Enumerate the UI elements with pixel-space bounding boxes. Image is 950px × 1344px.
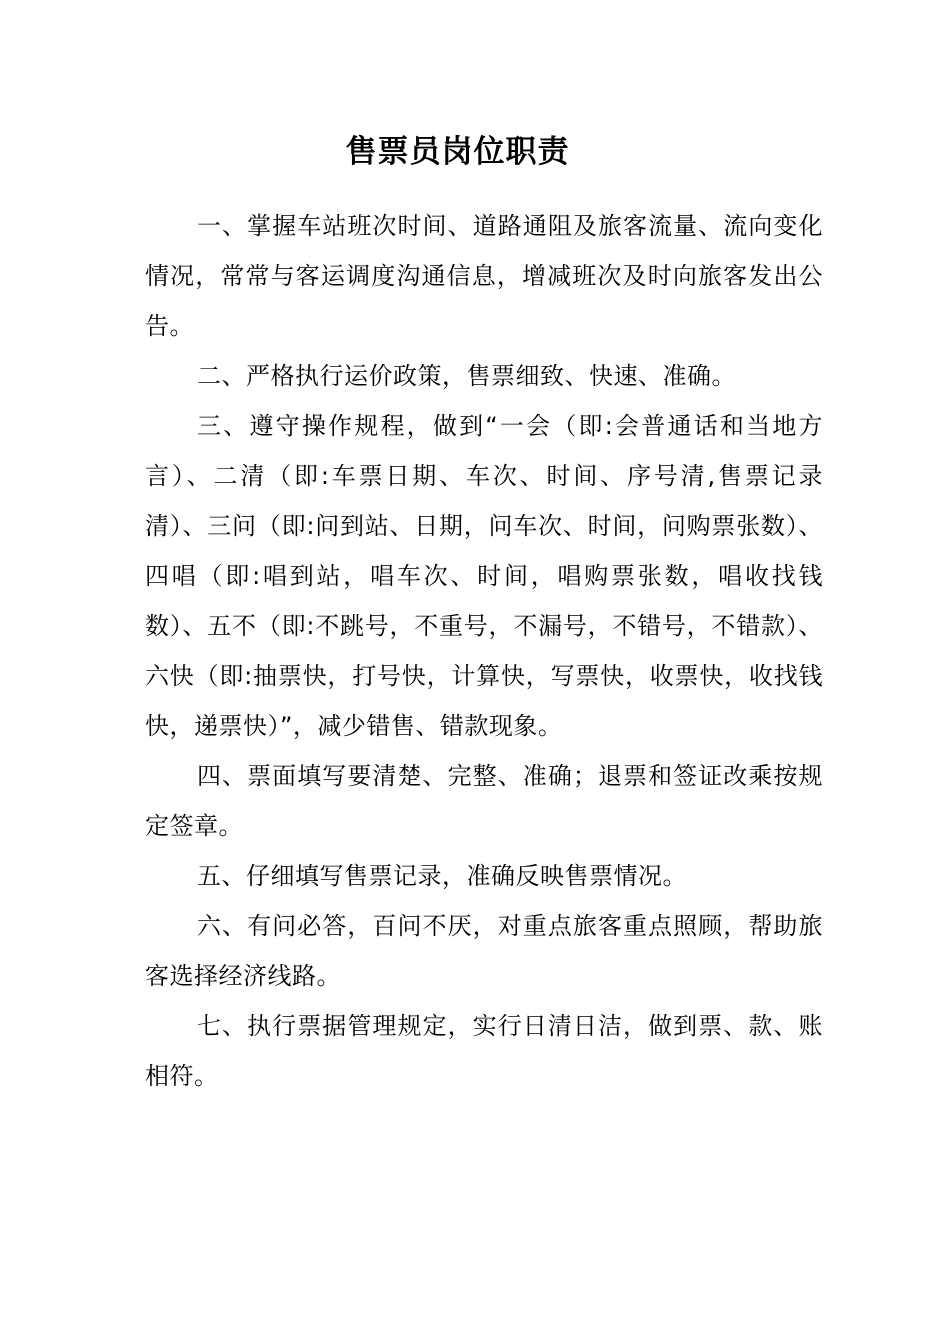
paragraph-3: 三、遵守操作规程，做到“一会（即:会普通话和当地方言）、二清（即:车票日期、车次、时间、序号清,售票记录清）、三问（即:问到站、日期，问车次、时间，问购票张数）、四唱（即:唱到站，唱车次、时间，唱购票张数，唱收找钱数）、五不（即:不跳号，不重号，不漏号，不错号，不错款）、六快（即:抽票快，打号快，计算快，写票快，收票快，收找钱快，递票快）”，减少错售、错款现象。 [145, 412, 823, 740]
paragraph-4: 四、票面填写要清楚、完整、准确；退票和签证改乘按规定签章。 [145, 762, 823, 840]
paragraph-6: 六、有问必答，百问不厌，对重点旅客重点照顾，帮助旅客选择经济线路。 [145, 912, 823, 990]
paragraph-5: 五、仔细填写售票记录，准确反映售票情况。 [197, 862, 687, 890]
paragraph-1: 一、掌握车站班次时间、道路通阻及旅客流量、流向变化情况，常常与客运调度沟通信息，增减班次及时向旅客发出公告。 [145, 212, 823, 340]
paragraph-2: 二、严格执行运价政策，售票细致、快速、准确。 [197, 362, 736, 390]
paragraph-7: 七、执行票据管理规定，实行日清日洁，做到票、款、账相符。 [145, 1012, 823, 1090]
document-body [145, 201, 823, 1101]
document-title: 售票员岗位职责 [345, 134, 570, 170]
